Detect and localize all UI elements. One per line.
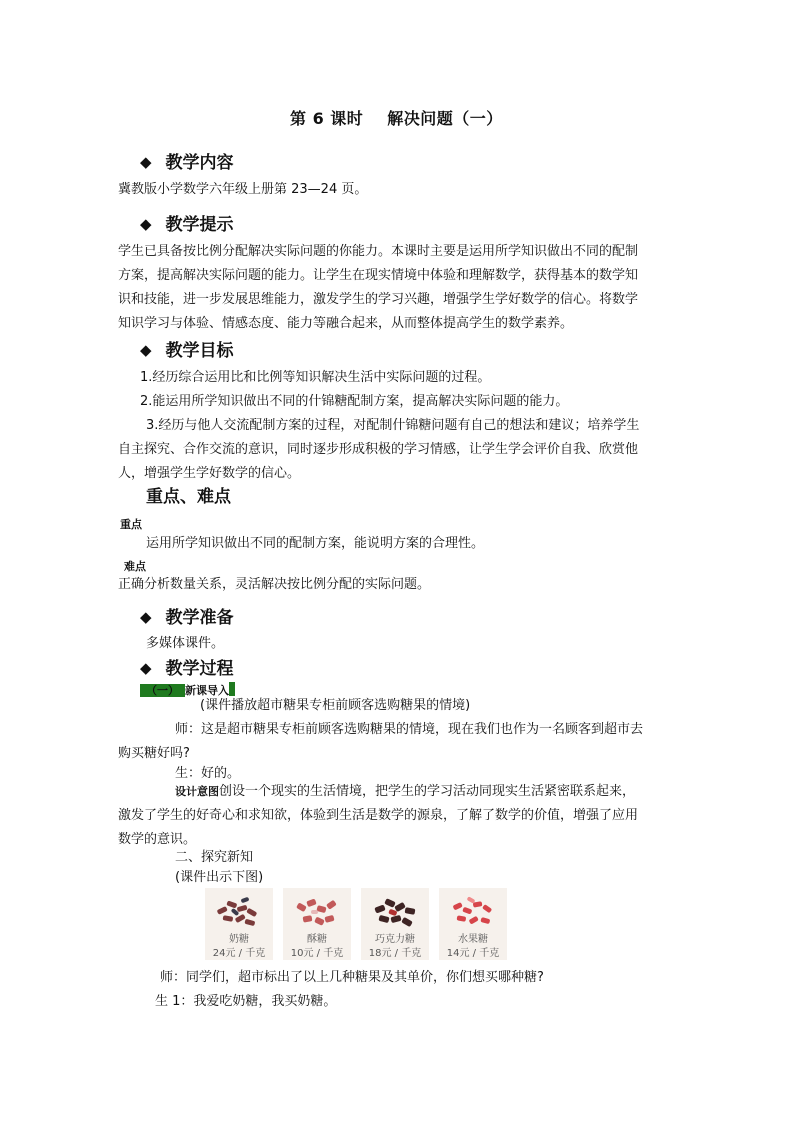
goal-item: 1.经历综合运用比和比例等知识解决生活中实际问题的过程。: [140, 370, 491, 385]
explore-note: (课件出示下图): [175, 870, 264, 885]
candy-price: 24元 / 千克: [212, 948, 266, 959]
heading-teaching-goal: ◆ 教学目标: [140, 341, 234, 361]
candy-milk: [205, 888, 273, 960]
design-text: 创设一个现实的生活情境，把学生的学习活动同现实生活紧密联系起来，: [219, 784, 636, 799]
heading-teaching-process: ◆ 教学过程: [140, 659, 234, 679]
candy-name: 水果糖: [458, 934, 488, 945]
teaching-hint-paragraph: [118, 240, 678, 336]
heading-key-difficult: 重点、难点: [146, 487, 231, 507]
design-intent: [175, 780, 635, 804]
diamond-bullet-icon: ◆: [140, 608, 152, 626]
key-text: 运用所学知识做出不同的配制方案，能说明方案的合理性。: [146, 536, 485, 551]
candy-name: 酥糖: [307, 934, 327, 945]
hint-line: 学生已具备按比例分配解决实际问题的你能力。本课时主要是运用所学知识做出不同的配制: [118, 244, 639, 259]
heading-teaching-prep: ◆ 教学准备: [140, 608, 234, 628]
intro-label: （一）: [140, 684, 185, 697]
candy-price-image: [205, 888, 505, 960]
prep-text: 多媒体课件。: [146, 636, 225, 651]
process-note: (课件播放超市糖果专柜前顾客选购糖果的情境): [200, 698, 471, 713]
student-answer: 生 1：我爱吃奶糖，我买奶糖。: [155, 994, 337, 1009]
page-title: [290, 106, 503, 129]
teaching-goal-list: [118, 366, 678, 486]
teaching-content-text: 冀教版小学数学六年级上册第 23—24 页。: [118, 182, 368, 197]
teacher-line-cont: 购买糖好吗?: [118, 746, 190, 761]
hint-line: 方案，提高解决实际问题的能力。让学生在现实情境中体验和理解数学，获得基本的数学知: [118, 268, 639, 283]
crisp-candy-pile-icon: [291, 894, 343, 932]
lesson-title: 解决问题（一）: [387, 109, 503, 128]
design-label: 设计意图: [175, 785, 219, 798]
candy-name: 奶糖: [229, 934, 249, 945]
difficult-text: 正确分析数量关系，灵活解决按比例分配的实际问题。: [118, 577, 431, 592]
candy-fruit: [439, 888, 507, 960]
candy-chocolate: [361, 888, 429, 960]
hint-line: 识和技能，进一步发展思维能力，激发学生的学习兴趣，增强学生学好数学的信心。将数学: [118, 292, 639, 307]
milk-candy-pile-icon: [213, 894, 265, 932]
student-line: 生：好的。: [175, 766, 241, 781]
goal-item: 2.能运用所学知识做出不同的什锦糖配制方案，提高解决实际问题的能力。: [140, 394, 569, 409]
candy-name: 巧克力糖: [375, 934, 415, 945]
chocolate-candy-pile-icon: [369, 894, 421, 932]
fruit-candy-pile-icon: [447, 894, 499, 932]
key-label: 重点: [120, 518, 142, 531]
explore-heading: 二、探究新知: [175, 850, 254, 865]
diamond-bullet-icon: ◆: [140, 215, 152, 233]
diamond-bullet-icon: ◆: [140, 153, 152, 171]
heading-teaching-content: ◆ 教学内容: [140, 153, 234, 173]
difficult-label: 难点: [124, 560, 146, 573]
candy-crisp: [283, 888, 351, 960]
hint-line: 知识学习与体验、情感态度、能力等融合起来，从而整体提高学生的数学素养。: [118, 316, 574, 331]
goal-item-cont: 人，增强学生学好数学的信心。: [118, 466, 301, 481]
goal-item: 3.经历与他人交流配制方案的过程，对配制什锦糖问题有自己的想法和建议；培养学生: [146, 418, 640, 433]
candy-price: 14元 / 千克: [446, 948, 500, 959]
teacher-question: 师：同学们，超市标出了以上几种糖果及其单价，你们想买哪种糖?: [160, 970, 544, 985]
design-text-cont: 激发了学生的好奇心和求知欲，体验到生活是数学的源泉，了解了数学的价值，增强了应用: [118, 808, 639, 823]
diamond-bullet-icon: ◆: [140, 341, 152, 359]
heading-teaching-hint: ◆ 教学提示: [140, 215, 234, 235]
lesson-number: 第 6 课时: [290, 109, 364, 128]
intro-text: 新课导入: [185, 684, 229, 697]
design-text-cont: 数学的意识。: [118, 832, 197, 847]
diamond-bullet-icon: ◆: [140, 659, 152, 677]
candy-price: 18元 / 千克: [368, 948, 422, 959]
teacher-line: 师：这是超市糖果专柜前顾客选购糖果的情境，现在我们也作为一名顾客到超市去: [175, 722, 644, 737]
goal-item-cont: 自主探究、合作交流的意识，同时逐步形成积极的学习情感，让学生学会评价自我、欣赏他: [118, 442, 639, 457]
candy-price: 10元 / 千克: [290, 948, 344, 959]
